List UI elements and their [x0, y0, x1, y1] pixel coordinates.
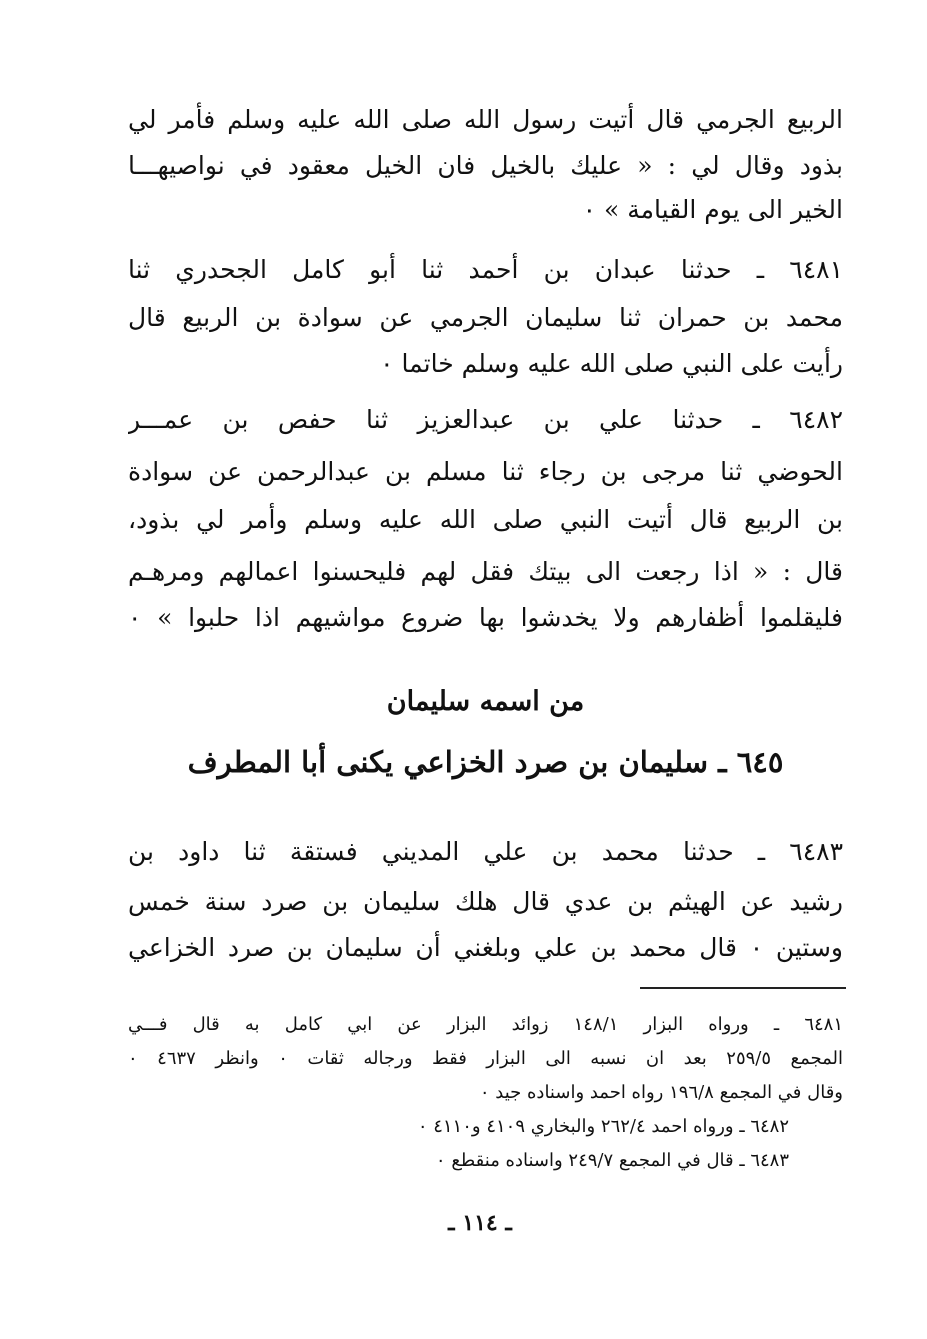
section-heading: من اسمه سليمان: [386, 686, 585, 717]
text-line: وستين ٠ قال محمد بن علي وبلغني أن سليمان بن صرد الخزاعي: [128, 933, 843, 962]
page-number: ـ ١١٤ ـ: [448, 1210, 512, 1236]
footnote-divider: [640, 987, 846, 989]
text-line: رشيد عن الهيثم بن عدي قال هلك سليمان بن صرد سنة خمس: [128, 887, 843, 916]
text-line: محمد بن حمران ثنا سليمان الجرمي عن سوادة بن الربيع قال: [128, 303, 843, 332]
text-line: الخير الى يوم القيامة » ٠: [582, 195, 843, 224]
text-line: رأيت على النبي صلى الله عليه وسلم خاتما ٠: [380, 349, 843, 378]
footnote-line: المجمع ٢٥٩/٥ بعد ان نسبه الى البزار فقط ورجاله ثقات ٠ وانظر ٤٦٣٧ ٠: [128, 1048, 843, 1069]
text-line: قال : « اذا رجعت الى بيتك فقل لهم فليحسنوا اعمالهم ومرهـم: [128, 557, 843, 586]
text-line: ٦٤٨٢ ـ حدثنا علي بن عبدالعزيز ثنا حفص بن عمـــر: [128, 405, 843, 434]
footnote-line: وقال في المجمع ١٩٦/٨ رواه احمد واسناده جيد ٠: [479, 1082, 843, 1103]
footnote-line: ٦٤٨١ ـ ورواه البزار ١٤٨/١ زوائد البزار عن ابي كامل به قال فـــي: [128, 1014, 843, 1035]
text-line: الربيع الجرمي قال أتيت رسول الله صلى الله عليه وسلم فأمر لي: [128, 105, 843, 134]
text-line: بذود وقال لي : « عليك بالخيل فان الخيل معقود في نواصيهـــا: [128, 151, 843, 180]
footnote-line: ٦٤٨٣ ـ قال في المجمع ٢٤٩/٧ واسناده منقطع ٠: [435, 1150, 789, 1171]
text-line: ٦٤٨١ ـ حدثنا عبدان بن أحمد ثنا أبو كامل الجحدري ثنا: [128, 255, 843, 284]
text-line: بن الربيع قال أتيت النبي صلى الله عليه وسلم وأمر لي بذود،: [128, 505, 843, 534]
text-line: ٦٤٨٣ ـ حدثنا محمد بن علي المديني فستقة ثنا داود بن: [128, 837, 843, 866]
footnote-line: ٦٤٨٢ ـ ورواه احمد ٢٦٢/٤ والبخاري ٤١٠٩ و٤١١٠ ٠: [417, 1116, 789, 1137]
text-line: فليقلموا أظفارهم ولا يخدشوا بها ضروع مواشيهم اذا حلبوا » ٠: [128, 603, 843, 632]
entry-heading: ٦٤٥ ـ سليمان بن صرد الخزاعي يكنى أبا المطرف: [187, 745, 784, 779]
text-line: الحوضي ثنا مرجى بن رجاء ثنا مسلم بن عبدالرحمن عن سوادة: [128, 457, 843, 486]
